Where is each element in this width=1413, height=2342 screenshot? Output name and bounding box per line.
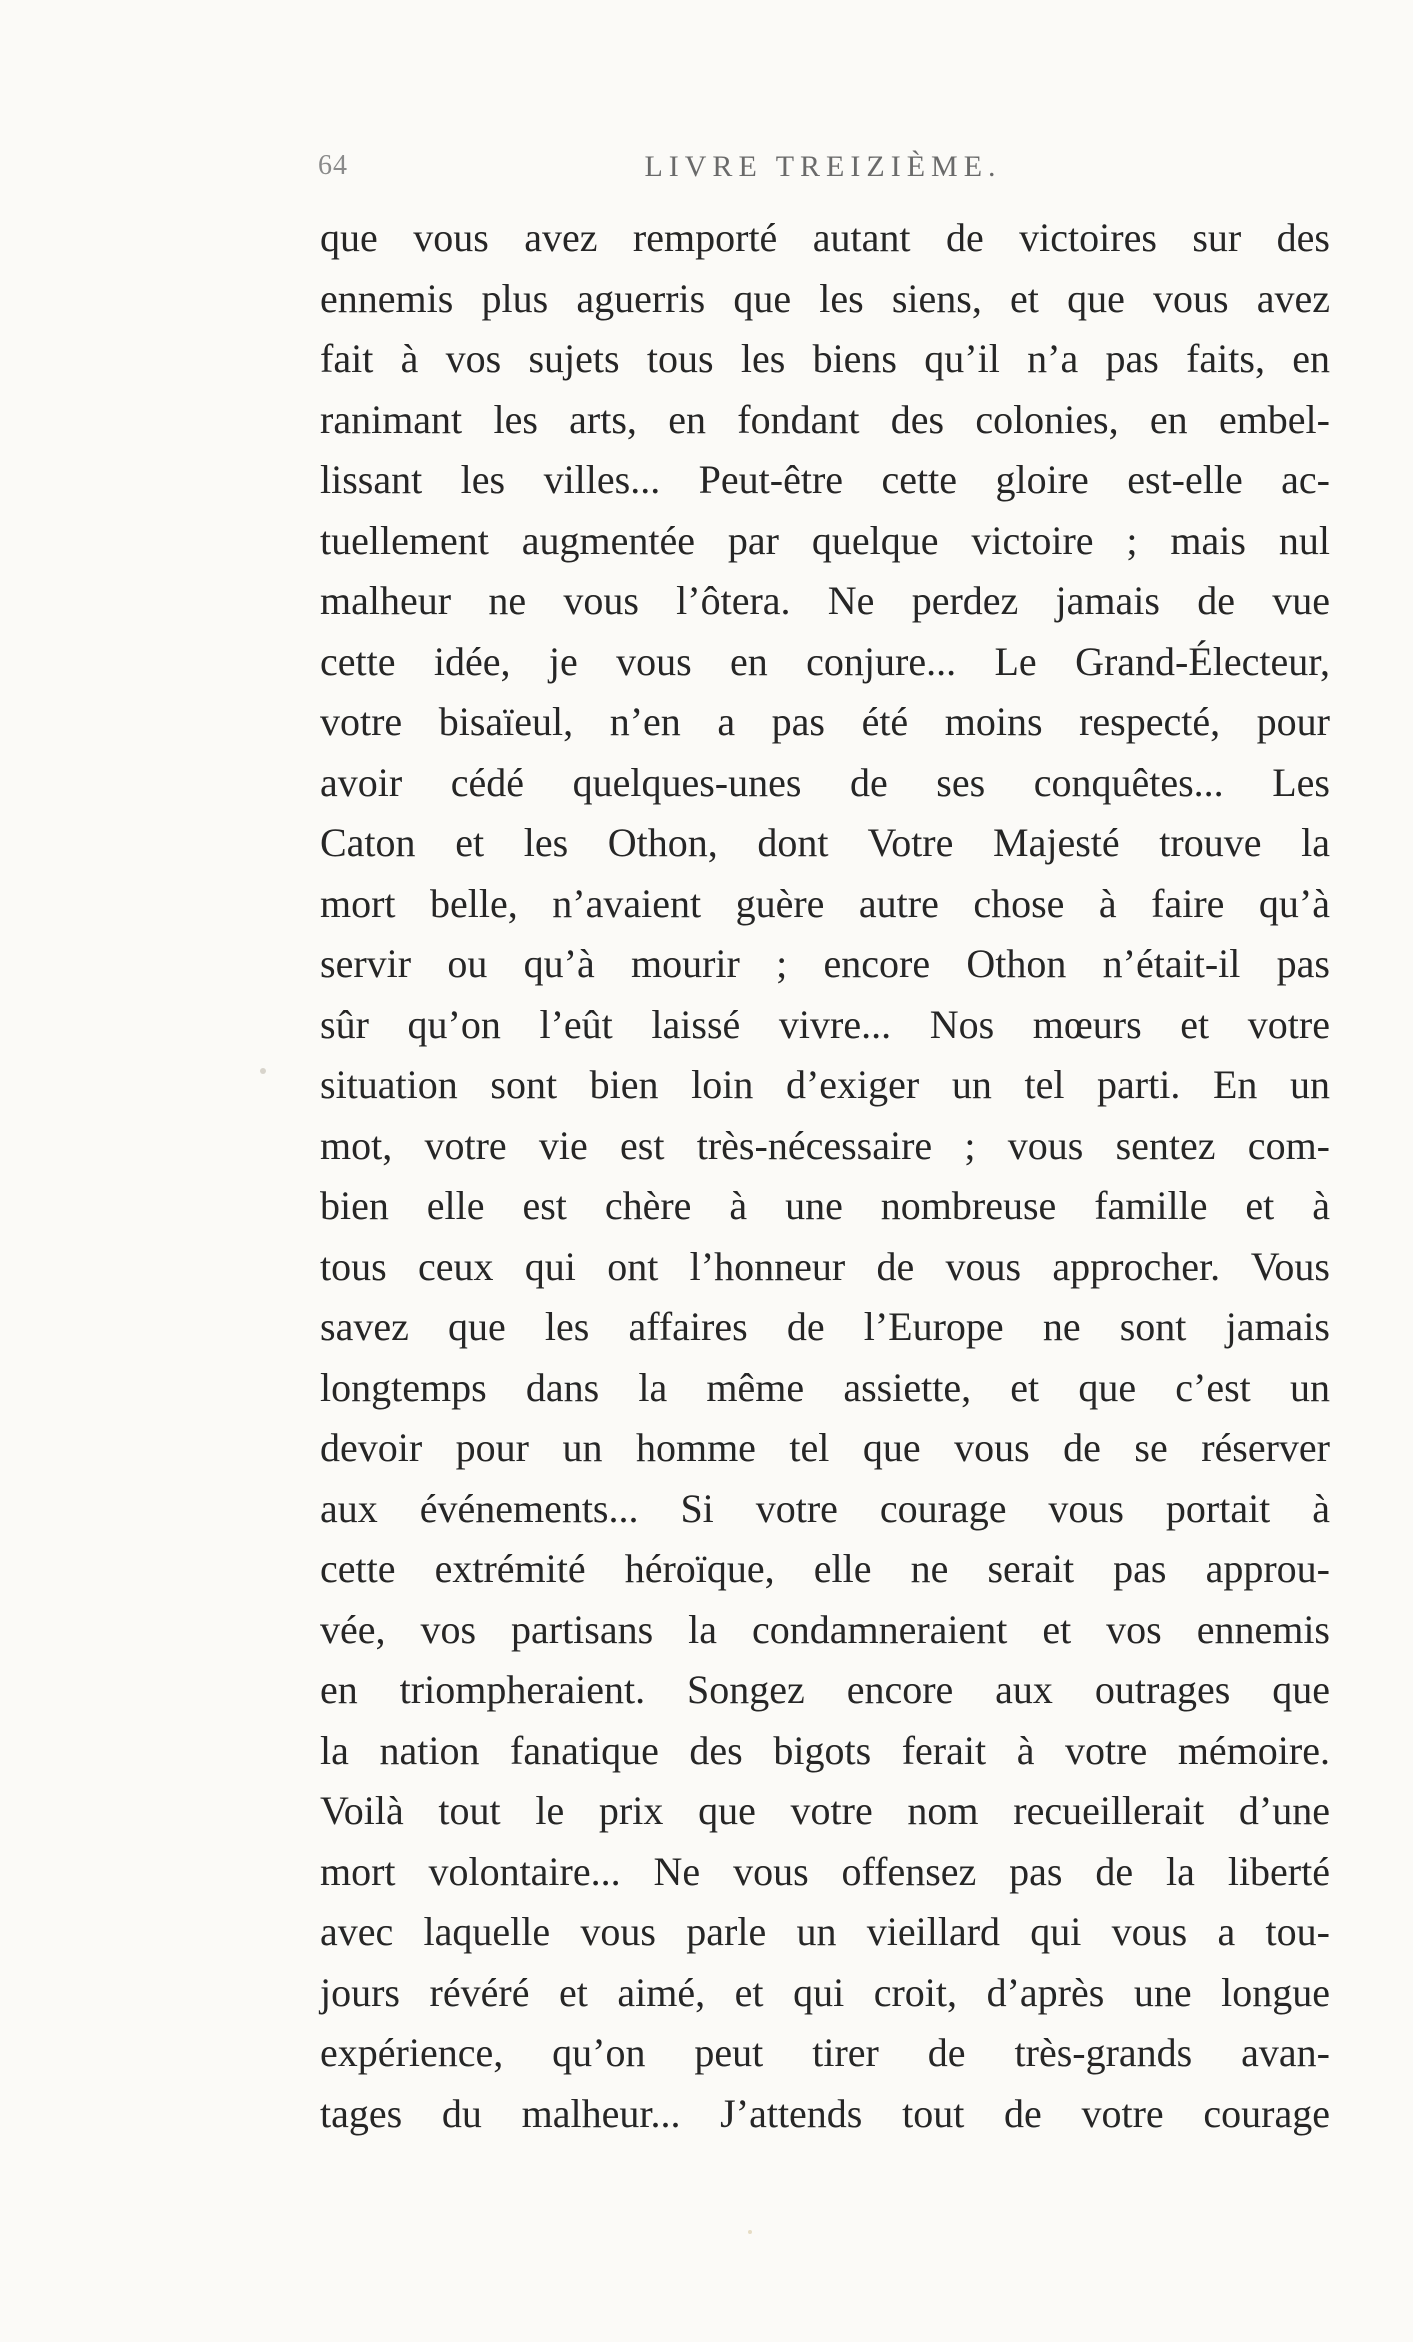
text-line: situation sont bien loin d’exiger un tel parti. En un [320, 1062, 1330, 1107]
text-line: savez que les affaires de l’Europe ne sont jamais [320, 1304, 1330, 1349]
body-text [320, 208, 1330, 2144]
text-line: en triompheraient. Songez encore aux outrages que [320, 1667, 1330, 1712]
text-line: ranimant les arts, en fondant des colonies, en embel- [320, 396, 1330, 442]
text-line: jours révéré et aimé, et qui croit, d’après une longue [320, 1969, 1330, 2015]
text-line: malheur ne vous l’ôtera. Ne perdez jamais de vue [320, 578, 1330, 623]
text-line: avec laquelle vous parle un vieillard qui vous a tou- [320, 1909, 1330, 1954]
paper-speck [748, 2230, 752, 2234]
paper-speck [260, 1068, 266, 1074]
text-line: ennemis plus aguerris que les siens, et que vous avez [320, 275, 1330, 321]
text-line: longtemps dans la même assiette, et que c’est un [320, 1364, 1330, 1410]
text-line: cette extrémité héroïque, elle ne serait pas approu- [320, 1546, 1330, 1591]
text-line: expérience, qu’on peut tirer de très-grands avan- [320, 2030, 1330, 2075]
page-number: 64 [318, 150, 348, 181]
text-line: bien elle est chère à une nombreuse famille et à [320, 1183, 1330, 1228]
text-line: fait à vos sujets tous les biens qu’il n’a pas faits, en [320, 336, 1330, 381]
text-line: sûr qu’on l’eût laissé vivre... Nos mœurs et votre [320, 1001, 1330, 1047]
running-title: LIVRE TREIZIÈME. [644, 150, 1002, 183]
text-line: vée, vos partisans la condamneraient et vos ennemis [320, 1606, 1330, 1652]
text-line: la nation fanatique des bigots ferait à votre mémoire. [320, 1727, 1330, 1773]
text-line: Voilà tout le prix que votre nom recueillerait d’une [320, 1788, 1330, 1833]
text-line: mot, votre vie est très-nécessaire ; vous sentez com- [320, 1122, 1330, 1168]
text-line: mort belle, n’avaient guère autre chose à faire qu’à [320, 880, 1330, 926]
text-line: devoir pour un homme tel que vous de se réserver [320, 1425, 1330, 1470]
text-line: tous ceux qui ont l’honneur de vous approcher. Vous [320, 1243, 1330, 1289]
text-line: avoir cédé quelques-unes de ses conquêtes... Les [320, 759, 1330, 805]
text-line: tuellement augmentée par quelque victoire ; mais nul [320, 517, 1330, 563]
text-line: votre bisaïeul, n’en a pas été moins respecté, pour [320, 699, 1330, 744]
text-line: que vous avez remporté autant de victoires sur des [320, 215, 1330, 260]
text-line: mort volontaire... Ne vous offensez pas de la liberté [320, 1848, 1330, 1894]
text-line: Caton et les Othon, dont Votre Majesté trouve la [320, 820, 1330, 865]
running-head [318, 150, 1328, 190]
text-line: cette idée, je vous en conjure... Le Grand-Électeur, [320, 638, 1330, 684]
text-line: servir ou qu’à mourir ; encore Othon n’était-il pas [320, 941, 1330, 986]
text-line: tages du malheur... J’attends tout de votre courage [320, 2090, 1330, 2136]
text-line: lissant les villes... Peut-être cette gloire est-elle ac- [320, 457, 1330, 502]
text-line: aux événements... Si votre courage vous portait à [320, 1485, 1330, 1531]
